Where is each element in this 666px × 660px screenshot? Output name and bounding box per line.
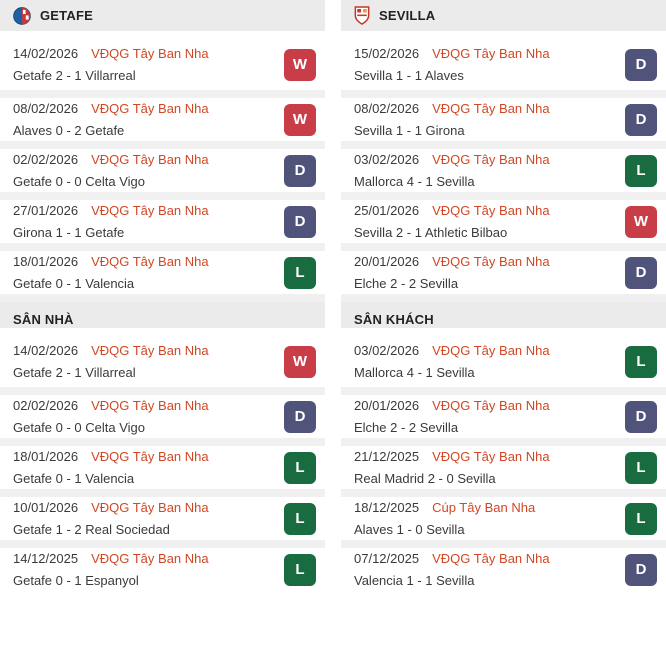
match-info xyxy=(0,396,284,438)
outcome-badge: D xyxy=(625,49,657,81)
league-link[interactable]: VĐQG Tây Ban Nha xyxy=(91,499,209,515)
outcome-badge: L xyxy=(284,452,316,484)
match-info xyxy=(0,252,284,294)
match-date: 14/02/2026 xyxy=(13,45,79,61)
match-row[interactable] xyxy=(341,141,666,192)
match-date: 20/01/2026 xyxy=(354,397,420,413)
match-info xyxy=(0,44,284,86)
match-info xyxy=(0,341,284,383)
match-date: 02/02/2026 xyxy=(13,151,79,167)
match-row[interactable] xyxy=(0,39,325,90)
outcome-badge: L xyxy=(625,346,657,378)
match-row[interactable] xyxy=(0,336,325,387)
team-name: GETAFE xyxy=(40,8,93,23)
match-info xyxy=(0,498,284,540)
match-row[interactable] xyxy=(0,438,325,489)
league-link[interactable]: VĐQG Tây Ban Nha xyxy=(91,397,209,413)
match-info xyxy=(341,150,625,192)
match-row[interactable] xyxy=(341,90,666,141)
match-score: Getafe 0 - 1 Valencia xyxy=(13,470,135,486)
match-row[interactable] xyxy=(0,90,325,141)
outcome-badge: L xyxy=(284,554,316,586)
match-row[interactable] xyxy=(0,192,325,243)
match-info xyxy=(0,447,284,489)
match-date: 25/01/2026 xyxy=(354,202,420,218)
recent-form-section-sevilla xyxy=(341,31,666,294)
match-row[interactable] xyxy=(341,387,666,438)
team-header-sevilla xyxy=(341,0,666,31)
outcome-badge: L xyxy=(625,452,657,484)
league-link[interactable]: VĐQG Tây Ban Nha xyxy=(91,253,209,269)
match-info xyxy=(341,252,625,294)
match-date: 03/02/2026 xyxy=(354,151,420,167)
section-title: SÂN KHÁCH xyxy=(354,311,434,327)
match-score: Sevilla 1 - 1 Alaves xyxy=(354,67,464,83)
outcome-badge: L xyxy=(284,257,316,289)
match-info xyxy=(341,498,625,540)
outcome-badge: W xyxy=(284,346,316,378)
league-link[interactable]: VĐQG Tây Ban Nha xyxy=(91,342,209,358)
match-score: Valencia 1 - 1 Sevilla xyxy=(354,572,475,588)
match-date: 10/01/2026 xyxy=(13,499,79,515)
match-row[interactable] xyxy=(341,438,666,489)
match-score: Alaves 1 - 0 Sevilla xyxy=(354,521,465,537)
match-score: Getafe 2 - 1 Villarreal xyxy=(13,67,136,83)
match-date: 14/12/2025 xyxy=(13,550,79,566)
match-row[interactable] xyxy=(0,141,325,192)
match-info xyxy=(0,201,284,243)
section-title: SÂN NHÀ xyxy=(13,311,74,327)
match-date: 03/02/2026 xyxy=(354,342,420,358)
match-score: Girona 1 - 1 Getafe xyxy=(13,224,125,240)
outcome-badge: D xyxy=(284,206,316,238)
recent-form-section-getafe xyxy=(0,31,325,294)
league-link[interactable]: VĐQG Tây Ban Nha xyxy=(432,448,550,464)
match-date: 18/01/2026 xyxy=(13,253,79,269)
league-link[interactable]: VĐQG Tây Ban Nha xyxy=(432,342,550,358)
match-score: Getafe 0 - 1 Valencia xyxy=(13,275,135,291)
match-score: Mallorca 4 - 1 Sevilla xyxy=(354,173,475,189)
match-date: 02/02/2026 xyxy=(13,397,79,413)
outcome-badge: W xyxy=(625,206,657,238)
match-row[interactable] xyxy=(0,540,325,591)
match-score: Getafe 0 - 0 Celta Vigo xyxy=(13,173,146,189)
league-link[interactable]: VĐQG Tây Ban Nha xyxy=(91,448,209,464)
team-column-getafe xyxy=(0,0,325,660)
match-score: Getafe 0 - 0 Celta Vigo xyxy=(13,419,146,435)
match-date: 18/01/2026 xyxy=(13,448,79,464)
away-form-section-sevilla xyxy=(341,328,666,591)
outcome-badge: D xyxy=(284,155,316,187)
outcome-badge: L xyxy=(625,155,657,187)
league-link[interactable]: VĐQG Tây Ban Nha xyxy=(432,151,550,167)
league-link[interactable]: VĐQG Tây Ban Nha xyxy=(91,202,209,218)
outcome-badge: W xyxy=(284,104,316,136)
league-link[interactable]: VĐQG Tây Ban Nha xyxy=(91,151,209,167)
team-header-getafe xyxy=(0,0,325,31)
match-row[interactable] xyxy=(341,39,666,90)
match-info xyxy=(0,99,284,141)
match-row[interactable] xyxy=(0,243,325,294)
match-score: Alaves 0 - 2 Getafe xyxy=(13,122,125,138)
match-score: Real Madrid 2 - 0 Sevilla xyxy=(354,470,496,486)
sevilla-crest-icon xyxy=(354,6,370,25)
match-row[interactable] xyxy=(341,489,666,540)
match-date: 15/02/2026 xyxy=(354,45,420,61)
match-info xyxy=(0,549,284,591)
match-info xyxy=(341,549,625,591)
match-row[interactable] xyxy=(341,540,666,591)
league-link[interactable]: VĐQG Tây Ban Nha xyxy=(91,100,209,116)
outcome-badge: L xyxy=(625,503,657,535)
match-date: 18/12/2025 xyxy=(354,499,420,515)
match-date: 08/02/2026 xyxy=(354,100,420,116)
team-column-sevilla xyxy=(341,0,666,660)
match-row[interactable] xyxy=(0,387,325,438)
league-link[interactable]: VĐQG Tây Ban Nha xyxy=(432,550,550,566)
match-score: Mallorca 4 - 1 Sevilla xyxy=(354,364,475,380)
outcome-badge: D xyxy=(625,104,657,136)
match-score: Getafe 0 - 1 Espanyol xyxy=(13,572,139,588)
league-link[interactable]: VĐQG Tây Ban Nha xyxy=(91,45,209,61)
match-score: Elche 2 - 2 Sevilla xyxy=(354,275,459,291)
section-header-away xyxy=(341,294,666,328)
league-link[interactable]: VĐQG Tây Ban Nha xyxy=(432,253,550,269)
match-score: Getafe 1 - 2 Real Sociedad xyxy=(13,521,170,537)
match-score: Getafe 2 - 1 Villarreal xyxy=(13,364,136,380)
outcome-badge: W xyxy=(284,49,316,81)
getafe-crest-icon xyxy=(13,7,31,25)
league-link[interactable]: VĐQG Tây Ban Nha xyxy=(432,397,550,413)
home-form-section-getafe xyxy=(0,328,325,591)
match-info xyxy=(341,341,625,383)
match-row[interactable] xyxy=(341,336,666,387)
match-date: 21/12/2025 xyxy=(354,448,420,464)
league-link[interactable]: VĐQG Tây Ban Nha xyxy=(432,100,550,116)
match-score: Sevilla 1 - 1 Girona xyxy=(354,122,465,138)
match-row[interactable] xyxy=(341,243,666,294)
match-info xyxy=(341,99,625,141)
match-date: 08/02/2026 xyxy=(13,100,79,116)
match-date: 20/01/2026 xyxy=(354,253,420,269)
match-date: 14/02/2026 xyxy=(13,342,79,358)
outcome-badge: D xyxy=(625,257,657,289)
match-info xyxy=(341,201,625,243)
match-info xyxy=(341,44,625,86)
league-link[interactable]: VĐQG Tây Ban Nha xyxy=(91,550,209,566)
league-link[interactable]: VĐQG Tây Ban Nha xyxy=(432,45,550,61)
league-link[interactable]: Cúp Tây Ban Nha xyxy=(432,499,536,515)
outcome-badge: D xyxy=(625,554,657,586)
match-date: 07/12/2025 xyxy=(354,550,420,566)
league-link[interactable]: VĐQG Tây Ban Nha xyxy=(432,202,550,218)
team-name: SEVILLA xyxy=(379,8,436,23)
match-info xyxy=(341,447,625,489)
section-header-home xyxy=(0,294,325,328)
match-info xyxy=(341,396,625,438)
match-date: 27/01/2026 xyxy=(13,202,79,218)
match-score: Elche 2 - 2 Sevilla xyxy=(354,419,459,435)
match-row[interactable] xyxy=(341,192,666,243)
match-info xyxy=(0,150,284,192)
match-row[interactable] xyxy=(0,489,325,540)
match-score: Sevilla 2 - 1 Athletic Bilbao xyxy=(354,224,508,240)
outcome-badge: D xyxy=(284,401,316,433)
outcome-badge: L xyxy=(284,503,316,535)
outcome-badge: D xyxy=(625,401,657,433)
